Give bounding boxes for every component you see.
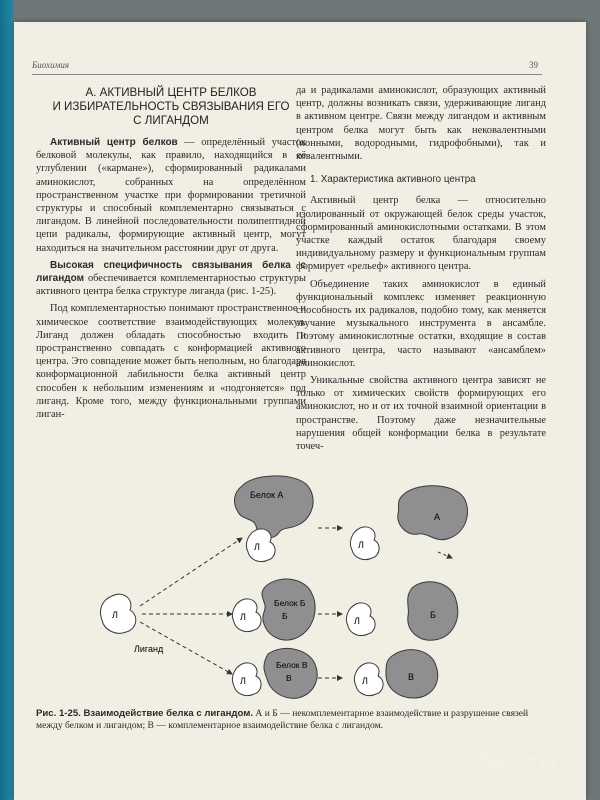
paragraph: да и радикалами аминокислот, образующих активный центр, должны возникать связи, удерживающие лиганд в активном центре. Связи между лигандом и активным центром белка могут быть как нековалентными (ионными, водородными, гидрофобными), так и ковалентными. bbox=[296, 85, 546, 163]
subsection-heading: 1. Характеристика активного центра bbox=[310, 174, 476, 186]
complex-v-ligand bbox=[354, 663, 383, 696]
running-title: Биохимия bbox=[32, 60, 70, 70]
paragraph bbox=[36, 136, 306, 255]
arrow-ligand-a bbox=[140, 538, 242, 606]
ligand-v-letter: Л bbox=[240, 676, 246, 686]
ligand-b-letter: Л bbox=[240, 612, 246, 622]
ligand-free-letter: Л bbox=[112, 610, 118, 620]
watermark: абиринт.ру bbox=[469, 750, 558, 769]
label-v: В bbox=[408, 672, 415, 682]
caption-label: Рис. 1-25. Взаимодействие белка с лигандом. bbox=[36, 708, 254, 719]
ligand-a-separated-letter: Л bbox=[358, 540, 364, 550]
label-b: Б bbox=[430, 610, 436, 620]
protein-v-letter: В bbox=[286, 673, 292, 683]
complex-v-ligand-letter: Л bbox=[362, 676, 368, 686]
paragraph: Объединение таких аминокислот в единый функциональный комплекс изменяет реакционную способность их радикалов, подобно тому, как меняется звучание музыкального инструмента в ансамбле. Поэтому аминокислотные остатки, входящие в состав активного центра, часто называют «ансамблем» аминокислот. bbox=[296, 278, 546, 369]
label-a: А bbox=[434, 512, 441, 522]
paragraph: Активный центр белка — относительно изолированный от окружающей белок среды участок, сформированный аминокислотными остатками. В этом участке каждый остаток благодаря своему индивидуальному размеру и функциональным группам формирует «рельеф» активного центра. bbox=[296, 195, 546, 273]
section-title-line3: С ЛИГАНДОМ bbox=[133, 114, 209, 127]
protein-a-shape bbox=[235, 476, 314, 538]
term: Активный центр белков bbox=[50, 137, 178, 148]
paragraph-text: обеспечивается комплементарностью структуры активного центра белка структуре лиганда (рис. 1-25). bbox=[36, 273, 306, 298]
section-title-line1: А. АКТИВНЫЙ ЦЕНТР БЕЛКОВ bbox=[85, 86, 257, 99]
ligand-b-separated bbox=[346, 603, 375, 636]
paragraph bbox=[36, 259, 306, 299]
section-title-line2: И ИЗБИРАТЕЛЬНОСТЬ СВЯЗЫВАНИЯ ЕГО bbox=[52, 100, 290, 113]
desk-edge bbox=[0, 0, 14, 800]
ligand-b-shape bbox=[232, 599, 261, 632]
ligand-a-separated bbox=[350, 527, 379, 560]
ligand-free-shape bbox=[100, 594, 135, 633]
protein-b-letter: Б bbox=[282, 611, 288, 621]
caption-text: А и Б — некомплементарное взаимодействие и разрушение связей между белком и лигандом; В — комплементарное взаимодействие белка с лигандом. bbox=[36, 708, 529, 731]
page-number: 39 bbox=[529, 60, 538, 70]
right-column bbox=[296, 84, 546, 457]
protein-b-label: Белок Б bbox=[274, 598, 306, 608]
ligand-caption: Лиганд bbox=[134, 644, 164, 654]
figure-protein-ligand bbox=[92, 468, 532, 700]
section-title bbox=[36, 86, 306, 128]
protein-a-label: Белок А bbox=[250, 490, 284, 500]
left-column bbox=[36, 84, 306, 425]
term: Высокая специфичность связывания белка с лигандом bbox=[36, 259, 306, 285]
protein-b-shape bbox=[262, 579, 315, 640]
ligand-b-separated-letter: Л bbox=[354, 616, 360, 626]
protein-a-separated bbox=[398, 486, 468, 540]
paragraph: Уникальные свойства активного центра зависят не только от химических свойств формирующих его аминокислот, но и от их точной взаимной ориентации в пространстве. Поэтому даже незначительные нарушения общей конформации белка в результате точеч- bbox=[296, 375, 546, 453]
figure-caption bbox=[36, 708, 536, 732]
arrow-a-out bbox=[438, 552, 452, 558]
ligand-v-shape bbox=[232, 663, 261, 696]
ligand-a-letter: Л bbox=[254, 542, 260, 552]
header-rule bbox=[32, 74, 542, 75]
book-page bbox=[14, 22, 586, 800]
protein-v-label: Белок В bbox=[276, 660, 308, 670]
paragraph-text: — определённый участок белковой молекулы, как правило, находящийся в её углублении («кармане»), сформированный радикалами аминокислот, собранных на определённом пространственном участке при формировании третичной структуры и способный комплементарно связываться с лигандом. В линейной последовательности полипептидной цепи радикалы, формирующие активный центр, могут находиться на значительном расстоянии друг от друга. bbox=[36, 137, 306, 254]
paragraph: Под комплементарностью понимают пространственное и химическое соответствие взаимодействующих молекул. Лиганд должен обладать способностью входить и пространственно совпадать с конформацией активного центра. Это совпадение может быть неполным, но благодаря конформационной лабильности белка активный центр способен к небольшим изменениям и «подгоняется» под лиганд. Кроме того, между функциональными группами лиган- bbox=[36, 303, 306, 421]
